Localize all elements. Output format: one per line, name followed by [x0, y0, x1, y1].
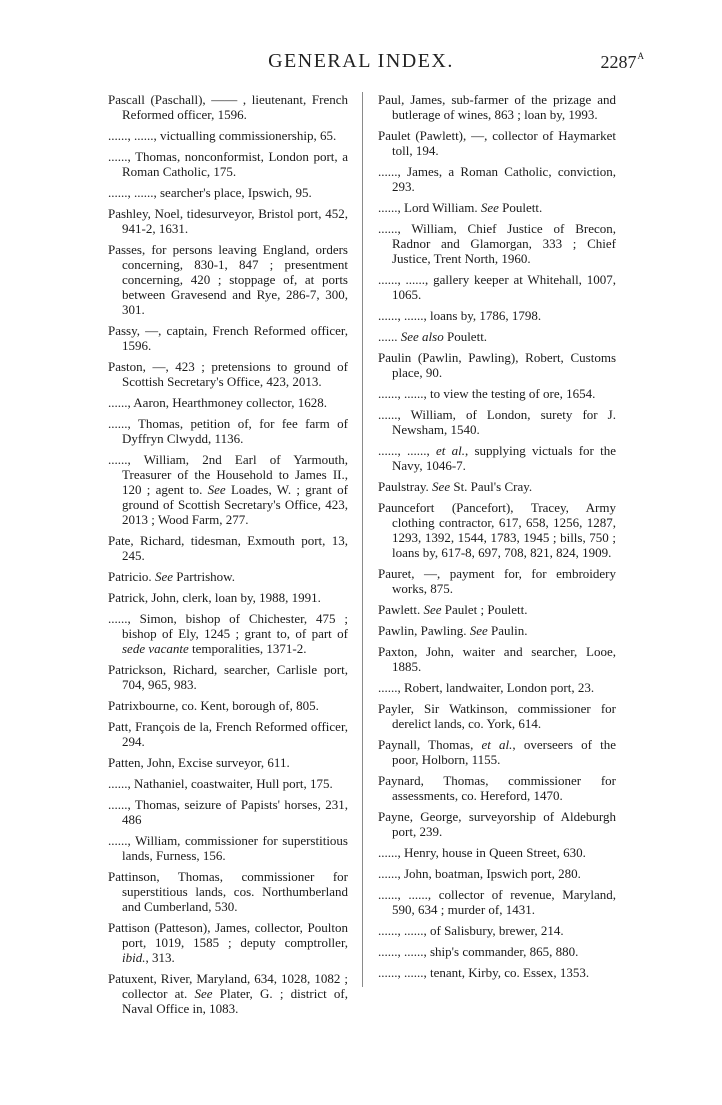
index-entry: Paulstray. See St. Paul's Cray.: [378, 479, 533, 494]
page-number: [601, 51, 645, 73]
index-entry: ......, Robert, landwaiter, London port, 23.: [378, 680, 595, 695]
running-title: GENERAL INDEX.: [268, 50, 454, 72]
index-entry: Patten, John, Excise surveyor, 611.: [108, 755, 290, 770]
page-number-value: 2287: [600, 52, 637, 72]
index-entry: ......, Lord William. See Poulett.: [378, 200, 543, 215]
index-entry: Patuxent, River, Maryland, 634, 1028, 1082 ; collector at. See Plater, G. ; district of, Naval Office in, 1083.: [108, 971, 348, 1016]
index-entry: Patrixbourne, co. Kent, borough of, 805.: [108, 698, 319, 713]
index-entry: Pawlin, Pawling. See Paulin.: [378, 623, 528, 638]
page-header: [0, 50, 722, 80]
index-entry: Paulet (Pawlett), —, collector of Haymarket toll, 194.: [378, 128, 616, 158]
index-entry: Paulin (Pawlin, Pawling), Robert, Customs place, 90.: [378, 350, 616, 380]
index-entry: ......, ......, victualling commissionership, 65.: [108, 128, 337, 143]
index-entry: ......, ......, tenant, Kirby, co. Essex, 1353.: [378, 965, 590, 980]
index-entry: Passy, —, captain, French Reformed officer, 1596.: [108, 323, 348, 353]
index-entry: Payne, George, surveyorship of Aldeburgh port, 239.: [378, 809, 616, 839]
index-entry: Paxton, John, waiter and searcher, Looe, 1885.: [378, 644, 616, 674]
index-entry: Passes, for persons leaving England, orders concerning, 830-1, 847 ; presentment concerning, 420 ; stoppage of, at ports between Gravesend and Rye, 286-7, 300, 301.: [108, 242, 348, 317]
index-entry: ......, William, Chief Justice of Brecon, Radnor and Glamorgan, 333 ; Chief Justice, Trent North, 1960.: [378, 221, 616, 266]
index-entry: ......, Simon, bishop of Chichester, 475 ; bishop of Ely, 1245 ; grant to, of part of sede vacante temporalities, 1371-2.: [108, 611, 348, 656]
index-entry: Paynall, Thomas, et al., overseers of the poor, Holborn, 1155.: [378, 737, 616, 767]
index-entry: ......, Aaron, Hearthmoney collector, 1628.: [108, 395, 327, 410]
column-divider: [362, 92, 363, 987]
index-entry: Pawlett. See Paulet ; Poulett.: [378, 602, 528, 617]
index-entry: ......, Henry, house in Queen Street, 630.: [378, 845, 586, 860]
index-entry: Paston, —, 423 ; pretensions to ground of Scottish Secretary's Office, 423, 2013.: [108, 359, 348, 389]
index-entry: Pattinson, Thomas, commissioner for superstitious lands, cos. Northumberland and Cumberland, 530.: [108, 869, 348, 914]
index-entry: Pattison (Patteson), James, collector, Poulton port, 1019, 1585 ; deputy comptroller, ibid., 313.: [108, 920, 348, 965]
index-entry: ......, Nathaniel, coastwaiter, Hull port, 175.: [108, 776, 333, 791]
index-entry: Pashley, Noel, tidesurveyor, Bristol port, 452, 941-2, 1631.: [108, 206, 348, 236]
index-entry: ......, James, a Roman Catholic, conviction, 293.: [378, 164, 616, 194]
index-entry: ......, William, 2nd Earl of Yarmouth, Treasurer of the Household to James II., 120 ; agent to. See Loades, W. ; grant of ground of Scottish Secretary's Office, 423, 2013 ; Wood Farm, 277.: [108, 452, 348, 527]
index-entry: ......, ......, ship's commander, 865, 880.: [378, 944, 579, 959]
index-entry: ......, ......, gallery keeper at Whitehall, 1007, 1065.: [378, 272, 616, 302]
index-entry: ......, William, commissioner for superstitious lands, Furness, 156.: [108, 833, 348, 863]
index-entry: ......, ......, loans by, 1786, 1798.: [378, 308, 542, 323]
index-entry: Pascall (Paschall), —— , lieutenant, French Reformed officer, 1596.: [108, 92, 348, 122]
index-entry: ......, Thomas, seizure of Papists' horses, 231, 486: [108, 797, 348, 827]
index-entry: ......, Thomas, petition of, for fee farm of Dyffryn Clwydd, 1136.: [108, 416, 348, 446]
index-entry: Patricio. See Partrishow.: [108, 569, 235, 584]
index-entry: Patrickson, Richard, searcher, Carlisle port, 704, 965, 983.: [108, 662, 348, 692]
index-entry: ......, John, boatman, Ipswich port, 280.: [378, 866, 581, 881]
index-entry: Patt, François de la, French Reformed officer, 294.: [108, 719, 348, 749]
index-entry: ......, ......, searcher's place, Ipswich, 95.: [108, 185, 312, 200]
index-entry: Pauncefort (Pancefort), Tracey, Army clothing contractor, 617, 658, 1256, 1287, 1293, 1392, 1544, 1783, 1945 ; bills, 750 ; loans by, 617-8, 697, 708, 821, 824, 1909.: [378, 500, 616, 560]
page-number-suffix: A: [637, 51, 644, 61]
index-entry: Patrick, John, clerk, loan by, 1988, 1991.: [108, 590, 321, 605]
index-entry: Paul, James, sub-farmer of the prizage and butlerage of wines, 863 ; loan by, 1993.: [378, 92, 616, 122]
index-entry: Pauret, —, payment for, for embroidery works, 875.: [378, 566, 616, 596]
index-entry: ...... See also Poulett.: [378, 329, 488, 344]
right-index-column: [378, 92, 616, 986]
index-entry: ......, ......, collector of revenue, Maryland, 590, 634 ; murder of, 1431.: [378, 887, 616, 917]
index-entry: ......, ......, et al., supplying victuals for the Navy, 1046-7.: [378, 443, 616, 473]
left-index-column: [108, 92, 348, 1022]
index-entry: ......, William, of London, surety for J. Newsham, 1540.: [378, 407, 616, 437]
index-entry: ......, ......, to view the testing of ore, 1654.: [378, 386, 596, 401]
index-entry: ......, ......, of Salisbury, brewer, 214.: [378, 923, 564, 938]
index-entry: ......, Thomas, nonconformist, London port, a Roman Catholic, 175.: [108, 149, 348, 179]
index-entry: Pate, Richard, tidesman, Exmouth port, 13, 245.: [108, 533, 348, 563]
index-entry: Paynard, Thomas, commissioner for assessments, co. Hereford, 1470.: [378, 773, 616, 803]
index-entry: Payler, Sir Watkinson, commissioner for derelict lands, co. York, 614.: [378, 701, 616, 731]
